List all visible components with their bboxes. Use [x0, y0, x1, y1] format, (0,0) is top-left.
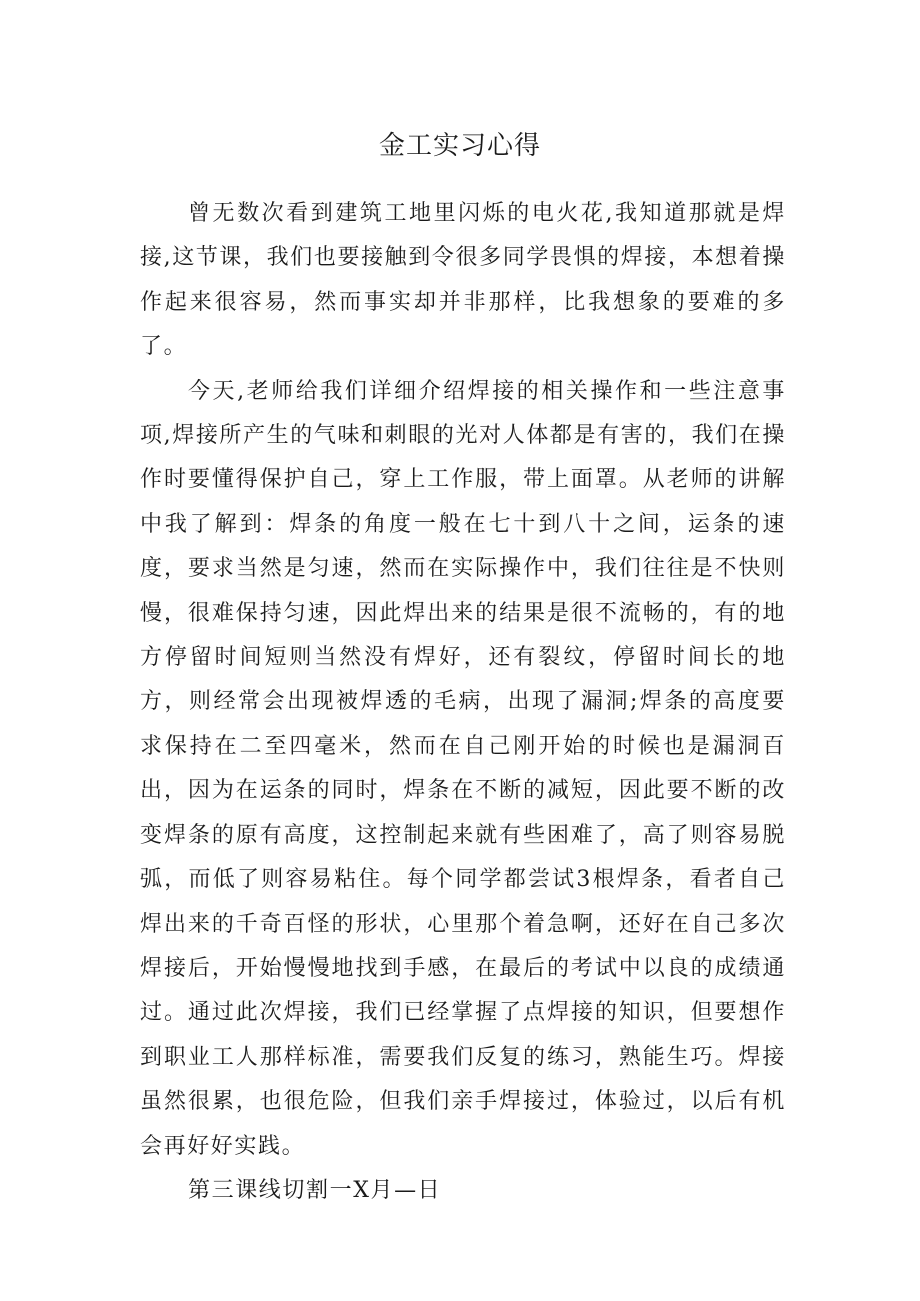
document-body — [140, 192, 786, 1213]
paragraph-welding-intro: 曾无数次看到建筑工地里闪烁的电火花,我知道那就是焊接,这节课，我们也要接触到令很多同学畏惧的焊接，本想着操作起来很容易，然而事实却并非那样，比我想象的要难的多了。 — [140, 201, 786, 360]
document-title: 金工实习心得 — [378, 131, 541, 161]
paragraph-wire-cutting-heading: 第三课线切割一X月—日 — [188, 1177, 442, 1203]
paragraph-welding-details: 今天,老师给我们详细介绍焊接的相关操作和一些注意事项,焊接所产生的气味和刺眼的光对人体都是有害的，我们在操作时要懂得保护自己，穿上工作服，带上面罩。从老师的讲解中我了解到：焊条的角度一般在七十到八十之间，运条的速度，要求当然是匀速，然而在实际操作中，我们往往是不快则慢，很难保持匀速，因此焊出来的结果是很不流畅的，有的地方停留时间短则当然没有焊好，还有裂纹，停留时间长的地方，则经常会出现被焊透的毛病，出现了漏洞;焊条的高度要求保持在二至四毫米，然而在自己刚开始的时候也是漏洞百出，因为在运条的同时，焊条在不断的减短，因此要不断的改变焊条的原有高度，这控制起来就有些困难了，高了则容易脱弧，而低了则容易粘住。每个同学都尝试3根焊条，看者自己焊出来的千奇百怪的形状，心里那个着急啊，还好在自己多次焊接后，开始慢慢地找到手感，在最后的考试中以良的成绩通过。通过此次焊接，我们已经掌握了点焊接的知识，但要想作到职业工人那样标准，需要我们反复的练习，熟能生巧。焊接虽然很累，也很危险，但我们亲手焊接过，体验过，以后有机会再好好实践。 — [140, 378, 786, 1159]
